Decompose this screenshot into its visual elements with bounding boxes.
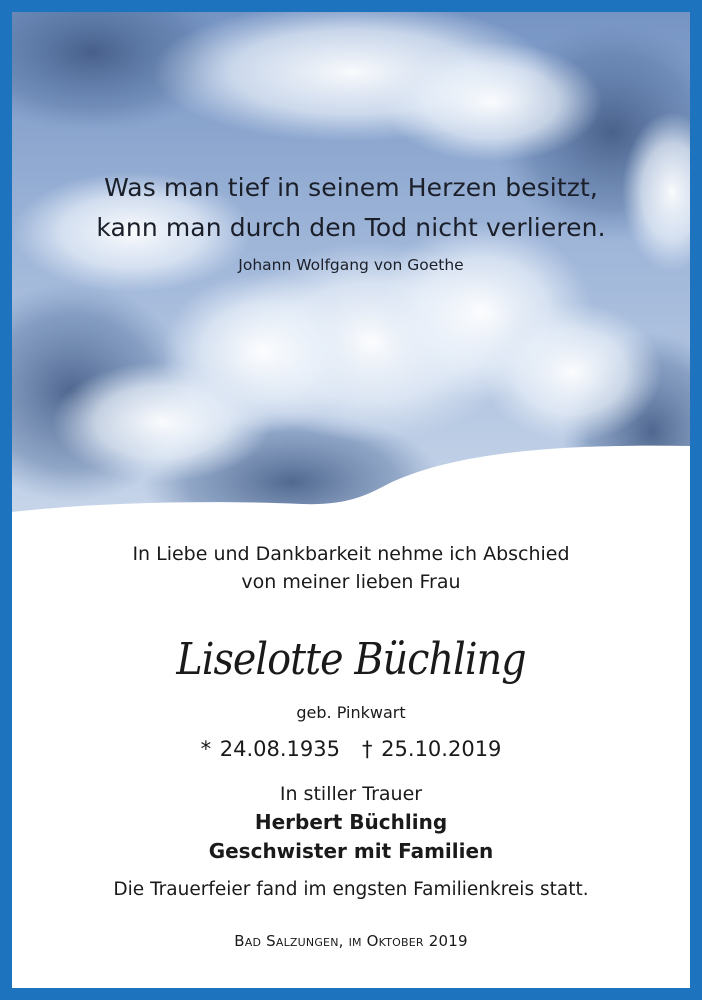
maiden-name: geb. Pinkwart [296, 703, 406, 722]
mourner-1: Herbert Büchling [254, 810, 448, 834]
quote-line-1: Was man tief in seinem Herzen besitzt, [104, 173, 598, 202]
quote-line-2: kann man durch den Tod nicht verlieren. [96, 213, 606, 242]
mourners-heading: In stiller Trauer [279, 783, 423, 805]
quote-author: Johann Wolfgang von Goethe [238, 256, 464, 274]
mourner-2: Geschwister mit Familien [208, 839, 494, 863]
intro-line-2: von meiner lieben Frau [241, 571, 461, 593]
quote-block [12, 168, 690, 276]
notice-content [12, 540, 690, 952]
intro-line-1: In Liebe und Dankbarkeit nehme ich Abschied [132, 543, 570, 565]
death-date: † 25.10.2019 [362, 737, 502, 761]
funeral-note: Die Trauerfeier fand im engsten Familienkreis statt. [113, 879, 589, 900]
place-and-date: Bad Salzungen, im Oktober 2019 [234, 932, 468, 950]
deceased-name: Liselotte Büchling [176, 634, 526, 685]
birth-date: * 24.08.1935 [200, 737, 340, 761]
life-dates [12, 734, 690, 764]
